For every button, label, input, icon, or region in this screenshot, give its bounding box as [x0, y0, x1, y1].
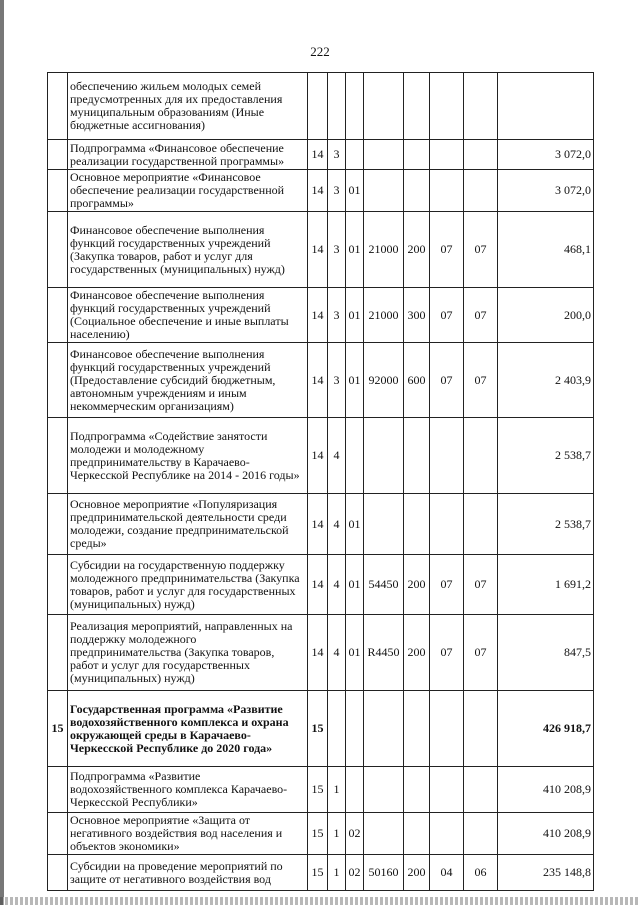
- cell-c1: 15: [308, 691, 328, 767]
- cell-c4: [364, 494, 404, 555]
- cell-c7: 07: [464, 343, 498, 418]
- cell-name: Подпрограмма «Финансовое обеспечение реализации государственной программы»: [68, 140, 308, 170]
- cell-name: обеспечению жильем молодых семей предусмотренных для их предоставления муниципальным образованиям (Иные бюджетные ассигнования): [68, 73, 308, 140]
- cell-c2: 3: [328, 343, 346, 418]
- cell-amount: 3 072,0: [498, 170, 594, 212]
- cell-c5: [404, 140, 430, 170]
- cell-c5: [404, 170, 430, 212]
- cell-amount: 2 403,9: [498, 343, 594, 418]
- cell-name: Основное мероприятие «Популяризация предпринимательской деятельности среди молодежи, создание предпринимательской среды»: [68, 494, 308, 555]
- cell-c3: 01: [346, 212, 364, 288]
- page-number: 222: [310, 44, 330, 59]
- table-row: [48, 343, 594, 418]
- cell-c3: 01: [346, 555, 364, 615]
- cell-c5: 300: [404, 288, 430, 343]
- cell-c5: 200: [404, 615, 430, 691]
- cell-c6: [430, 767, 464, 813]
- cell-num: 15: [48, 691, 68, 767]
- cell-c4: 21000: [364, 212, 404, 288]
- cell-c4: 50160: [364, 855, 404, 891]
- cell-c7: [464, 170, 498, 212]
- cell-c1: 14: [308, 494, 328, 555]
- cell-c3: 01: [346, 615, 364, 691]
- cell-amount: 235 148,8: [498, 855, 594, 891]
- cell-c7: [464, 140, 498, 170]
- cell-amount: 847,5: [498, 615, 594, 691]
- cell-name: Реализация мероприятий, направленных на поддержку молодежного предпринимательства (Закупка товаров, работ и услуг для государственных (муниципальных) нужд): [68, 615, 308, 691]
- cell-c7: 06: [464, 855, 498, 891]
- cell-c2: 3: [328, 170, 346, 212]
- cell-c4: [364, 140, 404, 170]
- cell-c2: 1: [328, 855, 346, 891]
- cell-c4: 92000: [364, 343, 404, 418]
- cell-num: [48, 555, 68, 615]
- table-row: [48, 691, 594, 767]
- cell-c2: 4: [328, 418, 346, 494]
- cell-num: [48, 343, 68, 418]
- cell-c7: [464, 494, 498, 555]
- cell-c2: 3: [328, 140, 346, 170]
- cell-c6: 07: [430, 212, 464, 288]
- cell-c7: [464, 73, 498, 140]
- cell-c6: [430, 494, 464, 555]
- cell-c3: [346, 691, 364, 767]
- cell-name: Основное мероприятие «Финансовое обеспечение реализации государственной программы»: [68, 170, 308, 212]
- cell-name: Финансовое обеспечение выполнения функций государственных учреждений (Закупка товаров, работ и услуг для государственных (муниципальных) нужд): [68, 212, 308, 288]
- cell-c1: 14: [308, 288, 328, 343]
- cell-c5: 200: [404, 555, 430, 615]
- cell-c2: 3: [328, 212, 346, 288]
- cell-c7: 07: [464, 288, 498, 343]
- cell-name: Финансовое обеспечение выполнения функций государственных учреждений (Социальное обеспечение и иные выплаты населению): [68, 288, 308, 343]
- cell-num: [48, 615, 68, 691]
- cell-c5: [404, 767, 430, 813]
- cell-c1: 14: [308, 418, 328, 494]
- table-row: [48, 418, 594, 494]
- cell-amount: 468,1: [498, 212, 594, 288]
- cell-num: [48, 170, 68, 212]
- table-row: [48, 288, 594, 343]
- cell-c6: [430, 418, 464, 494]
- cell-c3: [346, 767, 364, 813]
- cell-c5: [404, 418, 430, 494]
- cell-c7: [464, 418, 498, 494]
- cell-num: [48, 813, 68, 855]
- table-row: [48, 767, 594, 813]
- table-row: [48, 615, 594, 691]
- cell-name: Субсидии на государственную поддержку молодежного предпринимательства (Закупка товаров, работ и услуг для государственных (муниципальных) нужд): [68, 555, 308, 615]
- cell-c3: 01: [346, 170, 364, 212]
- cell-c4: 21000: [364, 288, 404, 343]
- cell-c1: [308, 73, 328, 140]
- cell-c5: [404, 691, 430, 767]
- table-row: [48, 813, 594, 855]
- cell-num: [48, 494, 68, 555]
- cell-name: Государственная программа «Развитие водохозяйственного комплекса и охрана окружающей среды в Карачаево-Черкесской Республике до 2020 года»: [68, 691, 308, 767]
- cell-amount: 410 208,9: [498, 767, 594, 813]
- cell-amount: 2 538,7: [498, 418, 594, 494]
- cell-amount: 1 691,2: [498, 555, 594, 615]
- cell-c1: 15: [308, 855, 328, 891]
- cell-c3: [346, 140, 364, 170]
- cell-c6: [430, 140, 464, 170]
- cell-c4: [364, 73, 404, 140]
- cell-num: [48, 767, 68, 813]
- cell-name: Финансовое обеспечение выполнения функций государственных учреждений (Предоставление субсидий бюджетным, автономным учреждениям и иным некоммерческим организациям): [68, 343, 308, 418]
- table-row: [48, 140, 594, 170]
- table-row: [48, 494, 594, 555]
- cell-amount: 426 918,7: [498, 691, 594, 767]
- scan-edge: [0, 0, 4, 905]
- table-row: [48, 170, 594, 212]
- cell-c6: [430, 73, 464, 140]
- cell-c3: [346, 73, 364, 140]
- cell-name: Субсидии на проведение мероприятий по защите от негативного воздействия вод: [68, 855, 308, 891]
- cell-c7: [464, 767, 498, 813]
- cell-c2: 4: [328, 555, 346, 615]
- cell-c6: [430, 170, 464, 212]
- cell-amount: 3 072,0: [498, 140, 594, 170]
- cell-c7: 07: [464, 555, 498, 615]
- cell-c2: [328, 691, 346, 767]
- cell-amount: 2 538,7: [498, 494, 594, 555]
- cell-c5: 600: [404, 343, 430, 418]
- cell-num: [48, 288, 68, 343]
- scan-edge-bottom: [0, 897, 640, 905]
- cell-c2: 3: [328, 288, 346, 343]
- cell-amount: [498, 73, 594, 140]
- cell-c6: [430, 813, 464, 855]
- cell-c3: [346, 418, 364, 494]
- cell-c7: 07: [464, 615, 498, 691]
- cell-c3: 01: [346, 343, 364, 418]
- cell-c2: 4: [328, 615, 346, 691]
- cell-c3: 02: [346, 855, 364, 891]
- cell-c5: 200: [404, 212, 430, 288]
- cell-c1: 15: [308, 767, 328, 813]
- cell-c7: [464, 813, 498, 855]
- cell-num: [48, 140, 68, 170]
- cell-num: [48, 212, 68, 288]
- cell-name: Подпрограмма «Развитие водохозяйственного комплекса Карачаево-Черкесской Республики»: [68, 767, 308, 813]
- cell-num: [48, 855, 68, 891]
- cell-c2: 1: [328, 767, 346, 813]
- cell-c4: [364, 691, 404, 767]
- cell-c6: [430, 691, 464, 767]
- cell-c2: 4: [328, 494, 346, 555]
- budget-table: [47, 72, 594, 891]
- cell-c4: R4450: [364, 615, 404, 691]
- cell-c1: 14: [308, 212, 328, 288]
- cell-c4: 54450: [364, 555, 404, 615]
- cell-c3: 01: [346, 288, 364, 343]
- cell-c6: 07: [430, 288, 464, 343]
- table-row: [48, 855, 594, 891]
- cell-name: Подпрограмма «Содействие занятости молодежи и молодежному предпринимательству в Карачаево-Черкесской Республике на 2014 - 2016 годы»: [68, 418, 308, 494]
- table-row: [48, 212, 594, 288]
- table-row: [48, 73, 594, 140]
- cell-num: [48, 73, 68, 140]
- cell-c4: [364, 767, 404, 813]
- cell-c4: [364, 418, 404, 494]
- cell-c5: [404, 813, 430, 855]
- cell-c5: [404, 73, 430, 140]
- table-row: [48, 555, 594, 615]
- cell-c2: 1: [328, 813, 346, 855]
- cell-c3: 01: [346, 494, 364, 555]
- cell-num: [48, 418, 68, 494]
- cell-c7: [464, 691, 498, 767]
- cell-c1: 14: [308, 140, 328, 170]
- cell-c6: 07: [430, 555, 464, 615]
- cell-c2: [328, 73, 346, 140]
- cell-c1: 14: [308, 615, 328, 691]
- cell-c5: 200: [404, 855, 430, 891]
- cell-c4: [364, 170, 404, 212]
- cell-c1: 14: [308, 343, 328, 418]
- cell-c1: 15: [308, 813, 328, 855]
- cell-c5: [404, 494, 430, 555]
- cell-c1: 14: [308, 170, 328, 212]
- cell-c4: [364, 813, 404, 855]
- cell-c7: 07: [464, 212, 498, 288]
- cell-name: Основное мероприятие «Защита от негативного воздействия вод населения и объектов экономики»: [68, 813, 308, 855]
- cell-c1: 14: [308, 555, 328, 615]
- cell-amount: 410 208,9: [498, 813, 594, 855]
- cell-c6: 07: [430, 343, 464, 418]
- cell-amount: 200,0: [498, 288, 594, 343]
- cell-c6: 04: [430, 855, 464, 891]
- cell-c6: 07: [430, 615, 464, 691]
- cell-c3: 02: [346, 813, 364, 855]
